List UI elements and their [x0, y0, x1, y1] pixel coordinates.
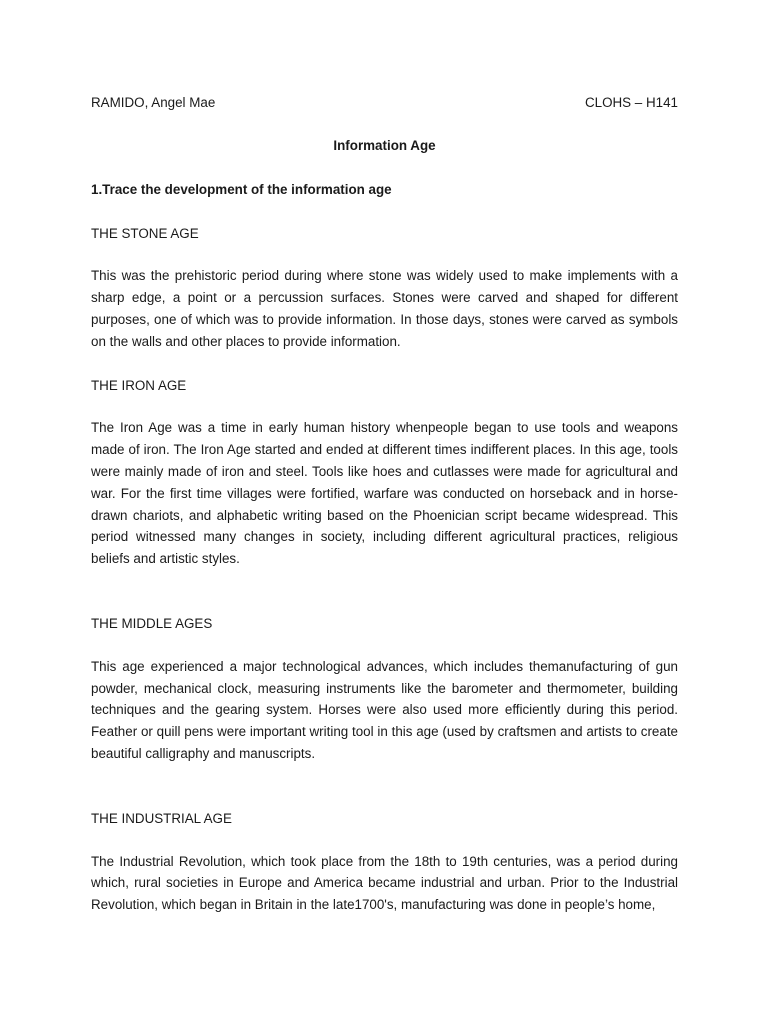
- document-title: Information Age: [333, 138, 436, 153]
- section-body-middle-ages: This age experienced a major technological advances, which includes themanufacturing of gun powder, mechanical clock, measuring instruments like the barometer and thermometer, building techniques and the gearing system. Horses were also used more efficiently during this period. Feather or quill pens were important writing tool in this age (used by craftsmen and artists to create beautiful calligraphy and manuscripts.: [91, 658, 678, 761]
- document-content: [91, 92, 678, 916]
- section-heading-industrial-age: THE INDUSTRIAL AGE: [91, 810, 232, 826]
- section-body-industrial-age: The Industrial Revolution, which took place from the 18th to 19th centuries, was a period during which, rural societies in Europe and America became industrial and urban. Prior to the Industrial Revolution, which began in Britain in the late1700's, manufacturing was done in people’s home,: [91, 853, 678, 913]
- section-heading-stone-age: THE STONE AGE: [91, 225, 199, 241]
- section-heading-iron-age: THE IRON AGE: [91, 377, 187, 393]
- section-body-stone-age: This was the prehistoric period during where stone was widely used to make implements with a sharp edge, a point or a percussion surfaces. Stones were carved and shaped for different purposes, one of which was to provide information. In those days, stones were carved as symbols on the walls and other places to provide information.: [91, 268, 678, 349]
- course-code: CLOHS – H141: [584, 95, 678, 110]
- section-heading-middle-ages: THE MIDDLE AGES: [91, 615, 213, 631]
- document-header: [91, 92, 678, 114]
- question-heading: 1.Trace the development of the information age: [91, 181, 392, 197]
- author-name: RAMIDO, Angel Mae: [91, 95, 216, 110]
- section-body-iron-age: The Iron Age was a time in early human history whenpeople began to use tools and weapons made of iron. The Iron Age started and ended at different times indifferent places. In this age, tools were mainly made of iron and steel. Tools like hoes and cutlasses were made for agricultural and war. For the first time villages were fortified, warfare was conducted on horseback and in horse-drawn chariots, and alphabetic writing based on the Phoenician script became widespread. This period witnessed many changes in society, including different agricultural practices, religious beliefs and artistic styles.: [91, 420, 678, 567]
